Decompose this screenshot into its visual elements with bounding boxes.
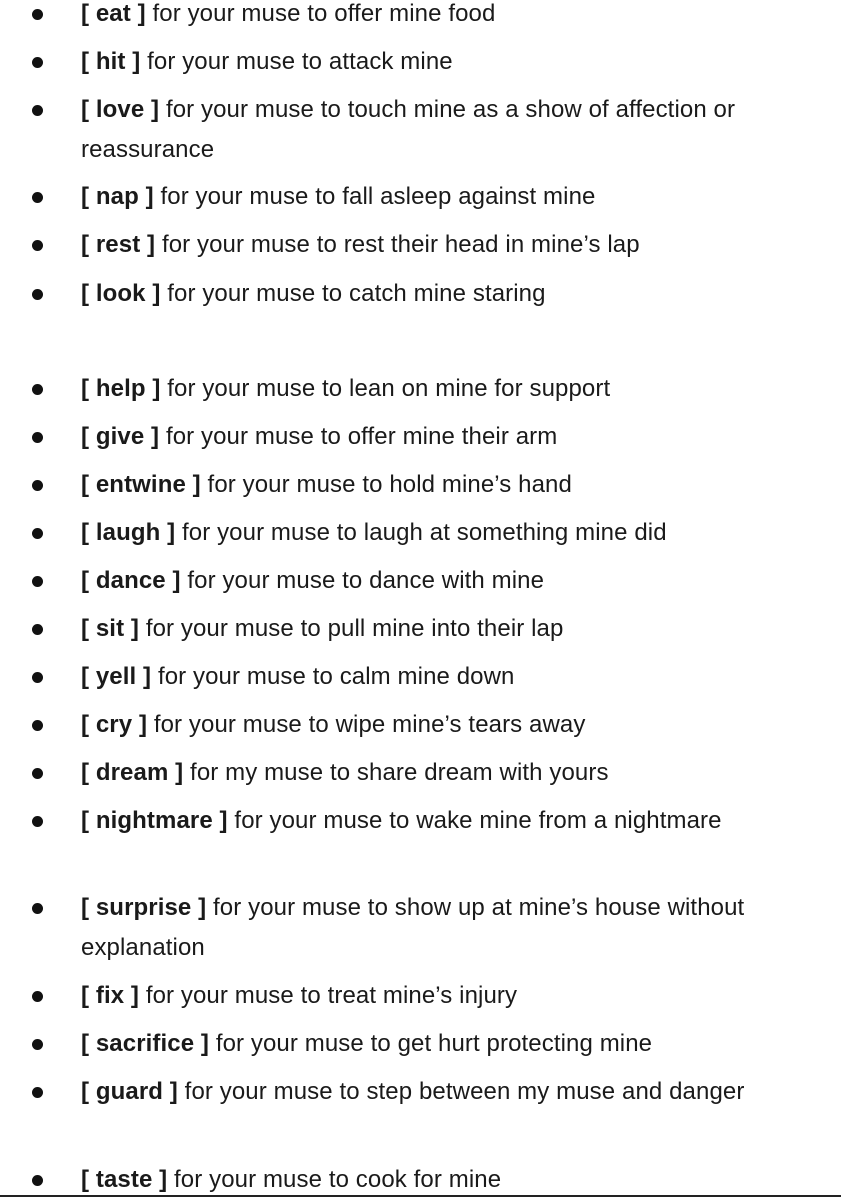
prompt-keyword: [ fix ] xyxy=(81,982,140,1009)
prompt-line xyxy=(81,465,826,505)
prompt-line xyxy=(81,657,826,697)
prompt-description: for your muse to get hurt protecting mine xyxy=(215,1030,653,1057)
prompt-line xyxy=(81,705,826,745)
bullet-icon xyxy=(32,624,43,635)
bullet-icon xyxy=(32,480,43,491)
prompt-description: for your muse to catch mine staring xyxy=(167,280,546,307)
bullet-icon xyxy=(32,105,43,116)
bullet-icon xyxy=(32,57,43,68)
prompt-keyword: [ hit ] xyxy=(81,48,141,75)
prompt-keyword: [ cry ] xyxy=(81,711,148,738)
prompt-keyword: [ entwine ] xyxy=(81,471,201,498)
bullet-icon xyxy=(32,1087,43,1098)
prompt-keyword: [ love ] xyxy=(81,96,160,123)
bullet-icon xyxy=(32,9,43,20)
prompt-keyword: [ dance ] xyxy=(81,567,181,594)
prompt-description: for your muse to rest their head in mine’s lap xyxy=(161,231,640,258)
prompt-line xyxy=(81,90,826,170)
prompt-line xyxy=(81,42,826,82)
bullet-icon xyxy=(32,1175,43,1186)
prompt-description: for your muse to pull mine into their lap xyxy=(145,615,564,642)
prompt-description: for your muse to treat mine’s injury xyxy=(145,982,518,1009)
prompt-line xyxy=(81,753,826,793)
bullet-icon xyxy=(32,432,43,443)
prompt-description: for your muse to step between my muse and danger xyxy=(184,1078,745,1105)
bullet-icon xyxy=(32,903,43,914)
prompt-line xyxy=(81,561,826,601)
bullet-icon xyxy=(32,672,43,683)
prompt-description: for your muse to laugh at something mine did xyxy=(182,519,667,546)
bullet-icon xyxy=(32,192,43,203)
bullet-icon xyxy=(32,528,43,539)
prompt-line xyxy=(81,976,826,1016)
prompt-description: for my muse to share dream with yours xyxy=(190,759,609,786)
prompt-description: for your muse to offer mine food xyxy=(152,0,496,27)
bullet-icon xyxy=(32,576,43,587)
prompt-line xyxy=(81,609,826,649)
prompt-description: for your muse to lean on mine for support xyxy=(167,375,611,402)
prompt-description: for your muse to wake mine from a nightmare xyxy=(234,807,722,834)
prompt-line xyxy=(81,1160,826,1200)
prompt-line xyxy=(81,369,826,409)
prompt-line xyxy=(81,225,826,265)
prompt-keyword: [ nightmare ] xyxy=(81,807,228,834)
prompt-line xyxy=(81,888,826,968)
prompt-line xyxy=(81,417,826,457)
prompt-keyword: [ eat ] xyxy=(81,0,146,27)
prompt-description: for your muse to wipe mine’s tears away xyxy=(153,711,586,738)
bullet-icon xyxy=(32,768,43,779)
prompt-keyword: [ give ] xyxy=(81,423,160,450)
prompt-keyword: [ surprise ] xyxy=(81,894,207,921)
prompt-description: for your muse to calm mine down xyxy=(157,663,515,690)
prompt-line xyxy=(81,801,826,841)
bullet-icon xyxy=(32,816,43,827)
prompt-keyword: [ sacrifice ] xyxy=(81,1030,210,1057)
prompt-keyword: [ guard ] xyxy=(81,1078,178,1105)
prompt-keyword: [ rest ] xyxy=(81,231,156,258)
prompt-keyword: [ yell ] xyxy=(81,663,152,690)
bullet-icon xyxy=(32,240,43,251)
prompt-description: for your muse to touch mine as a show of affection or reassurance xyxy=(81,96,736,163)
bullet-icon xyxy=(32,991,43,1002)
prompt-description: for your muse to dance with mine xyxy=(187,567,545,594)
prompt-line xyxy=(81,1072,826,1112)
prompt-description: for your muse to hold mine’s hand xyxy=(207,471,572,498)
prompt-line xyxy=(81,513,826,553)
bottom-divider xyxy=(0,1195,841,1197)
bullet-icon xyxy=(32,384,43,395)
prompt-keyword: [ sit ] xyxy=(81,615,140,642)
prompt-keyword: [ look ] xyxy=(81,280,161,307)
prompt-line xyxy=(81,1024,826,1064)
prompt-keyword: [ help ] xyxy=(81,375,161,402)
prompt-keyword: [ taste ] xyxy=(81,1166,168,1193)
prompt-description: for your muse to attack mine xyxy=(147,48,453,75)
prompt-description: for your muse to cook for mine xyxy=(174,1166,502,1193)
prompt-keyword: [ laugh ] xyxy=(81,519,176,546)
prompt-line xyxy=(81,0,826,34)
prompt-line xyxy=(81,274,826,314)
prompt-line xyxy=(81,177,826,217)
prompt-keyword: [ dream ] xyxy=(81,759,184,786)
bullet-icon xyxy=(32,1039,43,1050)
prompt-description: for your muse to show up at mine’s house without explanation xyxy=(81,894,745,961)
prompt-description: for your muse to fall asleep against mine xyxy=(160,183,596,210)
bullet-icon xyxy=(32,289,43,300)
prompt-keyword: [ nap ] xyxy=(81,183,154,210)
bullet-icon xyxy=(32,720,43,731)
prompt-description: for your muse to offer mine their arm xyxy=(165,423,558,450)
